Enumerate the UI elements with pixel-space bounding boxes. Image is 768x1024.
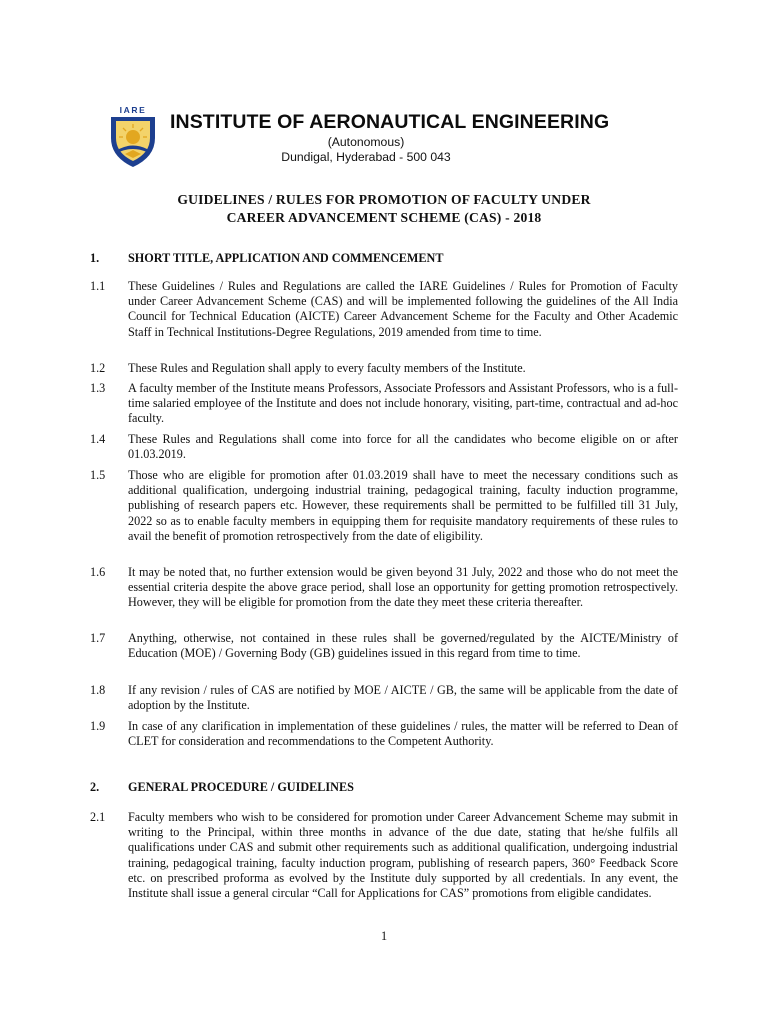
logo-text: IARE xyxy=(119,105,147,115)
clause-1-8 xyxy=(90,683,678,713)
institute-status: (Autonomous) xyxy=(327,135,405,149)
clause-number: 2.1 xyxy=(90,810,106,824)
clause-number: 1.9 xyxy=(90,719,106,733)
clause-text: In case of any clarification in implementation of these guidelines / rules, the matter will be referred to Dean of CLET for consideration and recommendations to the Competent Authority. xyxy=(128,719,678,749)
iare-logo-icon xyxy=(103,104,163,170)
clause-1-9 xyxy=(90,719,678,749)
clause-number: 1.1 xyxy=(90,279,106,293)
clause-1-1 xyxy=(90,279,678,340)
clause-1-4 xyxy=(90,432,678,462)
section-title: GENERAL PROCEDURE / GUIDELINES xyxy=(128,780,354,794)
section-number: 1. xyxy=(90,251,100,265)
institute-name: INSTITUTE OF AERONAUTICAL ENGINEERING xyxy=(170,111,610,133)
clause-number: 1.7 xyxy=(90,631,106,645)
section-heading xyxy=(90,780,354,795)
clause-text: These Rules and Regulations shall come into force for all the candidates who become eligible on or after 01.03.2019. xyxy=(128,432,678,462)
clause-text: Faculty members who wish to be considered for promotion under Career Advancement Scheme may submit in writing to the Principal, within three months in advance of the due date, stating that he/she fulfils all qualifications under CAS and submit other requirements such as additional qualification, undergoing industrial training, pedagogical training, faculty induction program, publishing of research papers, 360° Feedback Score etc. on prescribed proforma as evolved by the Institute duly supported by all credentials. In any event, the Institute shall issue a general circular “Call for Applications for CAS” promotions from eligible candidates. xyxy=(128,810,678,901)
clause-number: 1.6 xyxy=(90,565,106,579)
clause-text: These Guidelines / Rules and Regulations are called the IARE Guidelines / Rules for Promotion of Faculty under Career Advancement Scheme (CAS) and will be implemented following the guidelines of the All India Council for Technical Education (AICTE) Career Advancement Scheme for the Faculty and Other Academic Staff in Technical Institutions-Degree Regulations, 2019 amended from time to time. xyxy=(128,279,678,339)
document-title-line2: CAREER ADVANCEMENT SCHEME (CAS) - 2018 xyxy=(226,210,542,225)
clause-1-3 xyxy=(90,381,678,427)
clause-number: 1.5 xyxy=(90,468,106,482)
clause-text: If any revision / rules of CAS are notified by MOE / AICTE / GB, the same will be applicable from the date of adoption by the Institute. xyxy=(128,683,678,713)
clause-text: These Rules and Regulation shall apply to every faculty members of the Institute. xyxy=(128,361,526,375)
clause-1-6 xyxy=(90,565,678,611)
institute-logo xyxy=(103,104,163,170)
clause-text: Anything, otherwise, not contained in these rules shall be governed/regulated by the AICTE/Ministry of Education (MOE) / Governing Body (GB) guidelines issued in this regard from time to time. xyxy=(128,631,678,661)
section-heading xyxy=(90,251,443,266)
clause-number: 1.8 xyxy=(90,683,106,697)
clause-text: It may be noted that, no further extension would be given beyond 31 July, 2022 and those who do not meet the essential criteria despite the above grace period, shall lose an opportunity for getting promotion retrospectively. However, they will be eligible for promotion from the date they meet these criteria thereafter. xyxy=(128,565,678,610)
section-number: 2. xyxy=(90,780,100,794)
clause-2-1 xyxy=(90,810,678,901)
clause-1-5 xyxy=(90,468,678,544)
page-number: 1 xyxy=(380,929,388,943)
clause-1-7 xyxy=(90,631,678,661)
clause-text: A faculty member of the Institute means Professors, Associate Professors and Assistant Professors, who is a full-time salaried employee of the Institute and does not include honorary, visiting, part-time, contractual and ad-hoc faculty. xyxy=(128,381,678,426)
clause-number: 1.2 xyxy=(90,361,106,375)
clause-1-2 xyxy=(90,361,678,376)
clause-number: 1.3 xyxy=(90,381,106,395)
clause-number: 1.4 xyxy=(90,432,106,446)
document-title-line1: GUIDELINES / RULES FOR PROMOTION OF FACULTY UNDER xyxy=(177,192,591,207)
section-title: SHORT TITLE, APPLICATION AND COMMENCEMENT xyxy=(128,251,444,265)
clause-text: Those who are eligible for promotion after 01.03.2019 shall have to meet the necessary conditions such as additional qualification, undergoing industrial training, pedagogical training, faculty induction programme, publishing of research papers etc. However, these requirements shall be permitted to be fulfilled till 31 July, 2022 so as to enable faculty members in equipping them for requisite mandatory requirements of these rules to avail the benefit of promotion retrospectively from the date of eligibility. xyxy=(128,468,678,543)
institute-address: Dundigal, Hyderabad - 500 043 xyxy=(281,150,451,164)
